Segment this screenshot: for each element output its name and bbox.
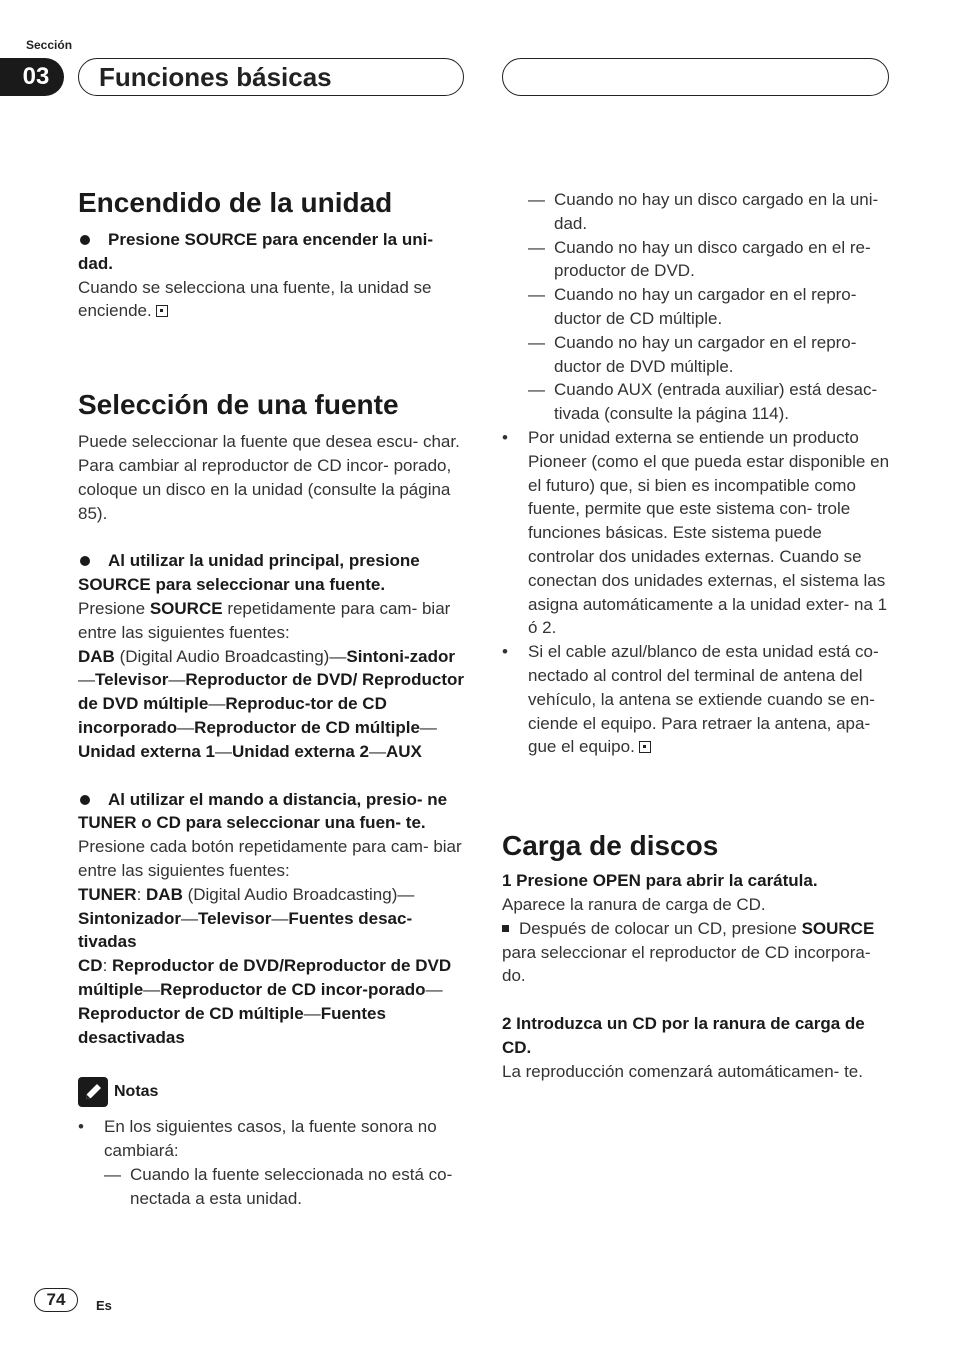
carga-step-2: 2 Introduzca un CD por la ranura de carga de CD.	[502, 1014, 865, 1057]
carga-step-2-body: La reproducción comenzará automáticamen- te.	[502, 1061, 863, 1081]
bullet-icon	[80, 556, 90, 566]
notas-item-3: • Si el cable azul/blanco de esta unidad está co- nectado al control del terminal de antena del vehículo, la antena se extiende cuando se en- ciende el equipo. Para retraer la antena, apa- gue el equipo.	[502, 642, 879, 757]
section-title-empty-box	[502, 58, 889, 96]
encendido-instruction: Presione SOURCE para encender la uni- dad.	[78, 230, 433, 273]
notas-dash-2: — Cuando no hay un disco cargado en la uni- dad.	[528, 190, 879, 233]
notas-dash-6: — Cuando AUX (entrada auxiliar) está desac- tivada (consulte la página 114).	[528, 380, 878, 424]
carga-step-1-note: Después de colocar un CD, presione SOURCE para seleccionar el reproductor de CD incorpora- do.	[502, 918, 875, 986]
principal-body: Presione SOURCE repetidamente para cam- biar entre las siguientes fuentes:	[78, 598, 451, 642]
principal-sources-list: DAB (Digital Audio Broadcasting)—Sintoni-zador—Televisor—Reproductor de DVD/ Reproductor de DVD múltiple—Reproduc-tor de CD incorporado—Reproductor de CD múltiple—Unidad externa 1—Unidad externa 2—AUX	[78, 646, 465, 761]
notas-item-1: • En los siguientes casos, la fuente sonora no cambiará:	[78, 1117, 437, 1161]
square-bullet-icon	[502, 925, 509, 932]
section-label: Sección	[26, 38, 73, 52]
seleccion-intro: Puede seleccionar la fuente que desea escu- char. Para cambiar al reproductor de CD incor- porado, coloque un disco en la unidad (consulte la página 85).	[78, 432, 460, 523]
left-column	[78, 186, 466, 1211]
mando-body: Presione cada botón repetidamente para cam- biar entre las siguientes fuentes:	[78, 837, 462, 880]
notas-dash-1: — Cuando la fuente seleccionada no está co- nectada a esta unidad.	[104, 1164, 453, 1208]
section-title: Funciones básicas	[78, 58, 464, 96]
end-mark-icon	[639, 741, 651, 753]
pencil-note-icon	[78, 1077, 108, 1107]
mando-sources-cd: CD: Reproductor de DVD/Reproductor de DVD múltiple—Reproductor de CD incor-porado—Reproductor de CD múltiple—Fuentes desactivadas	[78, 956, 452, 1047]
notas-dash-5: — Cuando no hay un cargador en el repro- ductor de DVD múltiple.	[528, 332, 857, 376]
notas-item-2: • Por unidad externa se entiende un producto Pioneer (como el que pueda estar disponible en el futuro) que, si bien es incompatible como fuente, permite que este sistema con- trole funciones básicas. Este sistema puede controlar dos unidades externas. Cuando se conectan dos unidades externas, el sistema las asigna automáticamente a la unidad exter- na 1 ó 2.	[502, 427, 890, 638]
encendido-body: Cuando se selecciona una fuente, la unidad se enciende.	[78, 277, 432, 321]
carga-step-1: 1 Presione OPEN para abrir la carátula.	[502, 871, 818, 891]
language-code: Es	[96, 1298, 112, 1313]
bullet-icon	[80, 795, 90, 805]
encendido-heading: Encendido de la unidad	[78, 187, 393, 218]
seleccion-heading: Selección de una fuente	[78, 389, 399, 421]
end-mark-icon	[156, 305, 168, 317]
notas-header: Notas	[78, 1077, 466, 1107]
right-column	[502, 188, 890, 1084]
section-number: 03	[0, 58, 64, 96]
notas-dash-3: — Cuando no hay un disco cargado en el re- productor de DVD.	[528, 237, 871, 281]
carga-step-1-body: Aparece la ranura de carga de CD.	[502, 894, 766, 914]
bullet-icon	[80, 235, 90, 245]
mando-instruction: Al utilizar el mando a distancia, presio- ne TUNER o CD para seleccionar una fuen- te.	[78, 789, 448, 833]
notas-dash-4: — Cuando no hay un cargador en el repro- ductor de CD múltiple.	[528, 285, 857, 328]
carga-heading: Carga de discos	[502, 830, 719, 862]
mando-sources-tuner: TUNER: DAB (Digital Audio Broadcasting)—Sintonizador—Televisor—Fuentes desac-tivadas	[78, 884, 415, 952]
principal-instruction: Al utilizar la unidad principal, presione SOURCE para seleccionar una fuente.	[78, 551, 420, 595]
page-number: 74	[34, 1288, 78, 1312]
